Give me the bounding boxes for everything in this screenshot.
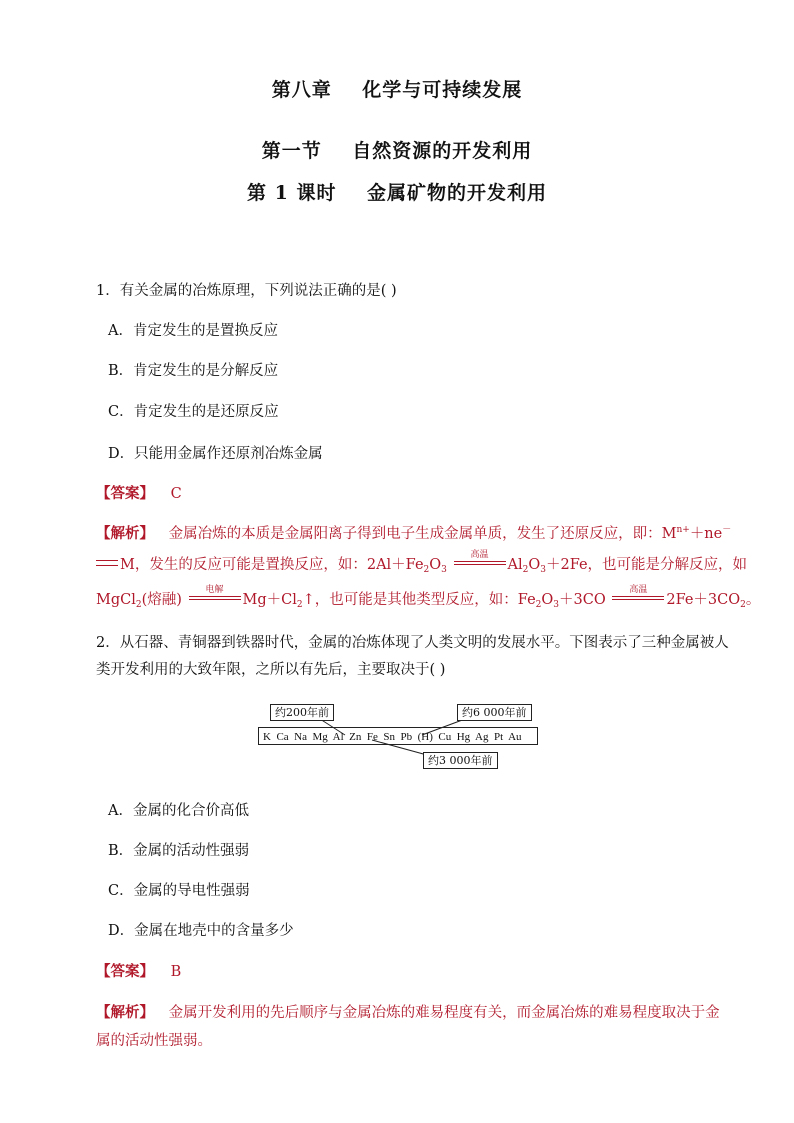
analysis-text: 金属开发利用的先后顺序与金属冶炼的难易程度有关，而金属冶炼的难易程度取决于金 (168, 1005, 720, 1021)
question-2-stem-line-2: 类开发利用的大致年限，之所以有先后，主要取决于( ) (96, 662, 446, 678)
question-2-analysis-line-2: 属的活动性强弱。 (96, 1033, 212, 1049)
condition-label: 电解 (205, 585, 224, 595)
question-1-stem: 1．有关金属的冶炼原理，下列说法正确的是( ) (96, 283, 397, 299)
label-6000-years: 约6 000年前 (457, 704, 532, 721)
question-2-analysis-line-1 (96, 1001, 720, 1022)
analysis-text: Mg＋Cl (242, 592, 297, 608)
analysis-text: M，发生的反应可能是置换反应，如：2Al＋Fe (120, 557, 424, 573)
condition-label: 高温 (470, 550, 489, 560)
subscript: 2 (522, 565, 529, 575)
analysis-tag: 【解析】 (96, 525, 154, 542)
analysis-text: ＋3CO (559, 592, 606, 608)
analysis-text: 2Fe＋3CO (666, 592, 741, 608)
question-2-option-a: A．金属的化合价高低 (108, 803, 249, 819)
question-1-option-b: B．肯定发生的是分解反应 (108, 363, 279, 379)
section-title: 第一节 自然资源的开发利用 (261, 140, 533, 162)
analysis-text: ＋2Fe，也可能是分解反应，如 (545, 557, 748, 573)
question-2-stem-line-1: 2．从石器、青铜器到铁器时代，金属的冶炼体现了人类文明的发展水平。下图表示了三种金属被人 (96, 635, 729, 651)
subscript: 2 (740, 600, 746, 610)
condition-label: 高温 (629, 585, 648, 595)
lesson-title: 第 1 课时 金属矿物的开发利用 (247, 182, 547, 204)
analysis-text: 。 (745, 592, 761, 608)
answer-tag: 【答案】 (96, 963, 154, 980)
superscript: n+ (676, 525, 690, 535)
analysis-text: O (541, 592, 554, 608)
label-3000-years: 约3 000年前 (423, 752, 498, 769)
subscript: 3 (553, 600, 560, 610)
question-1-option-c: C．肯定发生的是还原反应 (108, 404, 279, 420)
subscript: 2 (296, 600, 303, 610)
analysis-text: 金属冶炼的本质是金属阳离子得到电子生成金属单质，发生了还原反应，即：M (168, 526, 677, 542)
subscript: 2 (423, 565, 430, 575)
label-200-years: 约200年前 (270, 704, 334, 721)
analysis-text: ＋ne (689, 526, 723, 542)
subscript: 2 (535, 600, 542, 610)
question-2-option-d: D．金属在地壳中的含量多少 (108, 923, 294, 939)
answer-tag: 【答案】 (96, 485, 154, 502)
analysis-text: ↑，也可能是其他类型反应，如：Fe (302, 592, 536, 608)
answer-value: C (170, 486, 182, 502)
question-2-option-b: B．金属的活动性强弱 (108, 843, 250, 859)
question-2-answer (96, 960, 181, 981)
superscript: － (722, 525, 732, 535)
analysis-text: O (429, 557, 442, 573)
subscript: 2 (135, 600, 142, 610)
analysis-text: MgCl (96, 592, 136, 608)
question-1-option-a: A．肯定发生的是置换反应 (108, 323, 278, 339)
analysis-tag: 【解析】 (96, 1004, 154, 1021)
subscript: 3 (540, 565, 546, 575)
analysis-text: Al (507, 557, 523, 573)
analysis-text: O (528, 557, 541, 573)
subscript: 3 (441, 565, 447, 575)
question-1-option-d: D．只能用金属作还原剂冶炼金属 (108, 446, 323, 462)
answer-value: B (170, 964, 182, 980)
metal-activity-sequence: K Ca Na Mg Al Zn Fe Sn Pb (H) Cu Hg Ag Pt Au (258, 727, 538, 745)
chapter-title: 第八章 化学与可持续发展 (271, 79, 523, 101)
question-2-option-c: C．金属的导电性强弱 (108, 883, 250, 899)
analysis-text: (熔融) (141, 592, 182, 608)
